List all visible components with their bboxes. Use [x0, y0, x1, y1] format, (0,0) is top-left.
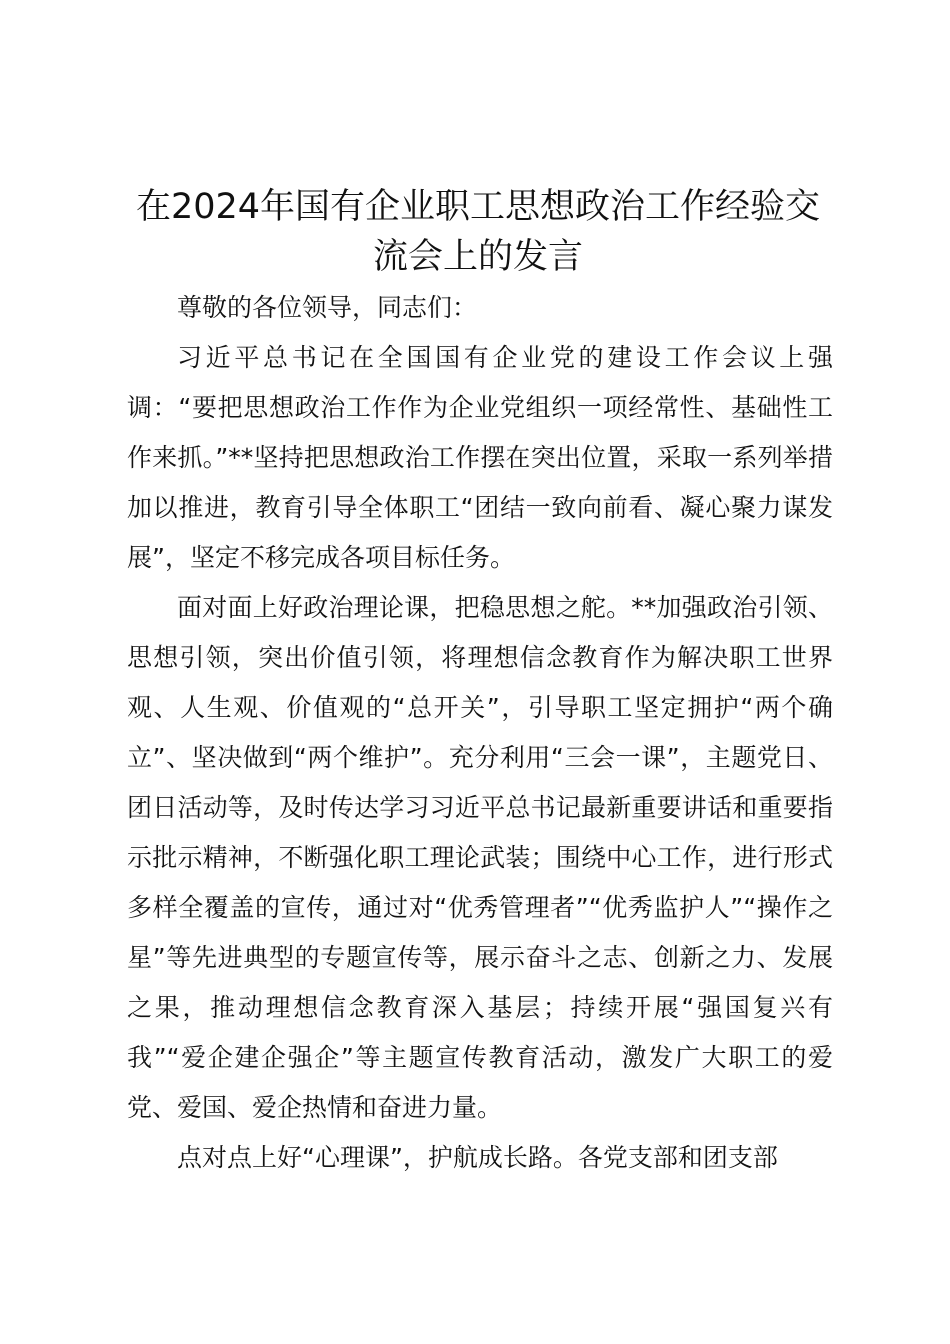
greeting-paragraph: 尊敬的各位领导，同志们： [177, 293, 478, 322]
body-paragraph-2: 面对面上好政治理论课，把稳思想之舵。**加强政治引领、思想引领，突出价值引领，将理想信念教育作为解决职工世界观、人生观、价值观的“总开关”，引导职工坚定拥护“两个确立”、坚决做到“两个维护”。充分利用“三会一课”，主题党日、团日活动等，及时传达学习习近平总书记最新重要讲话和重要指示批示精神，不断强化职工理论武装；围绕中心工作，进行形式多样全覆盖的宣传，通过对“优秀管理者”“优秀监护人”“操作之星”等先进典型的专题宣传等，展示奋斗之志、创新之力、发展之果，推动理想信念教育深入基层；持续开展“强国复兴有我”“爱企建企强企”等主题宣传教育活动，激发广大职工的爱党、爱国、爱企热情和奋进力量。 [127, 593, 833, 1122]
document-body [127, 283, 833, 1183]
body-paragraph-3: 点对点上好“心理课”，护航成长路。各党支部和团支部 [177, 1143, 778, 1172]
body-paragraph-1: 习近平总书记在全国国有企业党的建设工作会议上强调：“要把思想政治工作作为企业党组织一项经常性、基础性工作来抓。”**坚持把思想政治工作摆在突出位置，采取一系列举措加以推进，教育引导全体职工“团结一致向前看、凝心聚力谋发展”，坚定不移完成各项目标任务。 [127, 343, 833, 572]
document-title: 在2024年国有企业职工思想政治工作经验交流会上的发言 [135, 187, 821, 277]
